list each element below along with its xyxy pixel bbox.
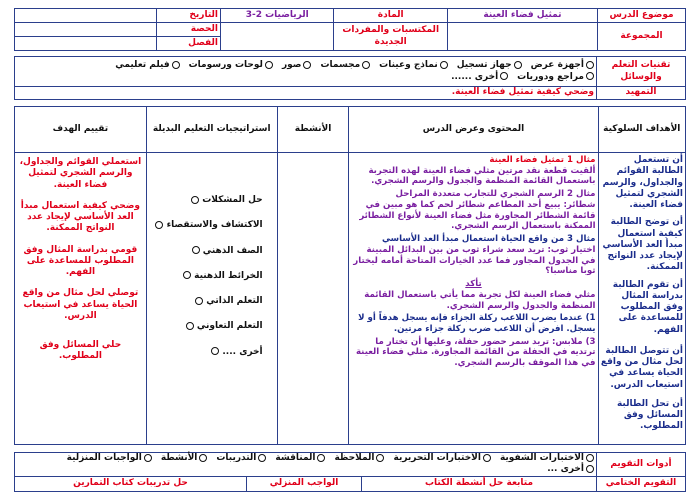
eval-option-6[interactable] (67, 453, 152, 464)
question-1: 1) عندما يضرب اللاعب ركلة الجزاء فإنه يسجل هدفاً أو لا يسجل. افرض أن اللاعب ضرب ركلة جزاء مرتين. (358, 313, 596, 335)
radio-icon[interactable] (586, 454, 594, 462)
strategy-option-6[interactable] (149, 347, 263, 358)
homework-value: حل تدريبات كتاب التمارين (15, 476, 247, 491)
strategy-label: التعلم التعاوني (196, 321, 263, 332)
radio-icon[interactable] (586, 61, 594, 69)
example-1-text: ألقيت قطعة نقد مرتين مثلي فضاء العينة لهذه التجربة باستعمال القائمة المنظمة والجدول والرسم الشجري. (368, 165, 596, 187)
strategy-option-3[interactable] (149, 271, 263, 282)
vocab-label: المكتسبات والمفردات الجديدة (334, 23, 448, 51)
col-assessment: تقييم الهدف (15, 107, 147, 153)
group-label: المجموعة (598, 23, 686, 51)
assessment-3: قومي بدراسة المثال وفق المطلوب للمساعدة على الفهم. (23, 244, 138, 277)
subject-label: المادة (334, 9, 448, 23)
resource-option-label: أجهزة عرض (530, 60, 584, 71)
followup-text: متابعة حل أنشطة الكتاب (362, 476, 597, 491)
resource-option-label: مجسمات (320, 60, 361, 71)
strategy-label: أخرى .... (222, 346, 263, 357)
resources-table (14, 56, 686, 100)
check-title: تأكد (465, 279, 482, 290)
col-activities: الأنشطة (277, 107, 349, 153)
radio-icon[interactable] (514, 61, 522, 69)
eval-option-2[interactable] (334, 453, 384, 464)
strategy-option-1[interactable] (149, 220, 263, 231)
radio-icon[interactable] (586, 465, 594, 473)
eval-option-label: الواجبات المنزلية (66, 453, 142, 463)
final-eval-label: التقويم الختامي (597, 476, 686, 491)
vocab-value (221, 23, 334, 51)
assessment-1: استعملي القوائم والجداول، والرسم الشجري لتمثيل فضاء العينة. (19, 157, 142, 190)
group-value (447, 23, 597, 51)
resource-option-2[interactable] (379, 60, 448, 71)
activities-cell (277, 153, 349, 445)
radio-icon[interactable] (440, 61, 448, 69)
resource-option-label: نماذج وعينات (379, 60, 438, 71)
objective-4: أن تتوصل الطالبة لحل مثال من واقع الحياة يساعد في استيعاب الدرس. (600, 345, 683, 390)
example-3-text: اختيار ثوب: تريد سعد شراء ثوب من بين البدائل المبينة في الجدول المجاور فما عدد الخيارات المتاحة أمامه ليختار ثوبا مناسبا؟ (353, 244, 596, 277)
class-label: الفصل (156, 37, 220, 51)
strategy-label: حل المشكلات (202, 195, 263, 205)
radio-icon[interactable] (258, 454, 266, 462)
eval-option-3[interactable] (275, 453, 325, 464)
eval-option-label: أخرى ... (547, 464, 584, 475)
content-cell (349, 153, 598, 445)
eval-option-4[interactable] (216, 453, 266, 464)
radio-icon[interactable] (155, 221, 163, 229)
objective-5: أن تحل الطالبة المسائل وفق المطلوب. (616, 398, 683, 432)
radio-icon[interactable] (191, 196, 199, 204)
homework-label: الواجب المنزلي (247, 476, 362, 491)
main-table (14, 106, 686, 445)
resource-option-6[interactable] (115, 60, 179, 71)
resource-option-4[interactable] (282, 60, 312, 71)
period-label: الحصة (156, 23, 220, 37)
radio-icon[interactable] (586, 72, 594, 80)
col-content: المحتوى وعرض الدرس (349, 107, 598, 153)
objective-3: أن تقوم الطالبة بدراسة المثال وفق المطلوب للمساعدة على الفهم. (612, 279, 683, 335)
radio-icon[interactable] (317, 454, 325, 462)
evaluation-tools-options (15, 453, 597, 477)
radio-icon[interactable] (500, 72, 508, 80)
assessment-cell (15, 153, 147, 445)
strategy-label: الصف الذهني (202, 245, 263, 256)
question-3: 3) ملابس: تريد سمر حضور حفلة، وعليها أن تختار ما ترتديه في الحفلة من القائمة المجاورة. مثلي فضاء العينة في هذا الموقف بالرسم الشجري. (355, 336, 596, 369)
objective-2: أن توضح الطالبة كيفية استعمال مبدأ العد الأساسي لإيجاد عدد النواتج الممكنة. (602, 217, 683, 273)
subject-value: الرياضيات 2-3 (221, 9, 334, 23)
resources-row-2 (17, 72, 594, 83)
radio-icon[interactable] (172, 61, 180, 69)
eval-option-7[interactable] (547, 464, 594, 475)
eval-option-label: الملاحظة (334, 453, 375, 463)
radio-icon[interactable] (483, 454, 491, 462)
evaluation-tools-label: أدوات التقويم (597, 453, 686, 477)
radio-icon[interactable] (192, 246, 200, 254)
eval-option-0[interactable] (500, 453, 594, 464)
objective-1: أن تستعمل الطالبة القوائم والجداول، والرسم الشجري لتمثيل فضاء العينة. (602, 155, 683, 210)
resource-option-label: جهاز تسجيل (456, 60, 512, 71)
resource-option-5[interactable] (189, 60, 273, 71)
radio-icon[interactable] (144, 454, 152, 462)
example-1-title: مثال 1 تمثيل فضاء العينة (489, 155, 596, 165)
strategy-label: الاكتشاف والاستقصاء (166, 220, 263, 231)
assessment-4: توصلي لحل مثال من واقع الحياة يساعد في استيعاب الدرس. (22, 288, 139, 321)
eval-option-label: التدريبات (216, 453, 257, 463)
resources-options (15, 57, 597, 87)
col-strategies: استراتيجيات التعليم البديلة (146, 107, 277, 153)
lesson-topic-label: موضوع الدرس (598, 9, 686, 23)
eval-option-5[interactable] (161, 453, 208, 464)
intro-text: وضحي كيفية تمثيل فضاء العينة. (15, 87, 597, 100)
radio-icon[interactable] (376, 454, 384, 462)
eval-option-label: الاختبارات الشفوية (499, 453, 584, 463)
strategy-option-2[interactable] (149, 246, 263, 257)
strategy-option-5[interactable] (149, 321, 263, 332)
resource-option-0[interactable] (531, 60, 594, 71)
assessment-2: وضحي كيفية استعمال مبدأ العد الأساسي لإيجاد عدد النواتج الممكنة. (20, 200, 141, 234)
col-objectives: الأهداف السلوكية (598, 107, 685, 153)
example-2-text: شطائر: يبيع أحد المطاعم شطائر لحم كما هو مبين في قائمة الشطائر المجاورة مثل فضاء العينة لأنواع الشطائر الممكنة باستعمال الرسم الشجري. (359, 199, 596, 232)
resource-option-label: لوحات ورسومات (188, 60, 263, 71)
example-2-title: مثال 2 الرسم الشجري للتجارب متعددة المراحل (395, 189, 596, 200)
resources-row-1 (17, 60, 594, 71)
eval-option-1[interactable] (393, 453, 490, 464)
strategy-label: الخرائط الذهنية (194, 270, 263, 281)
radio-icon[interactable] (303, 61, 311, 69)
strategies-cell (146, 153, 277, 445)
radio-icon[interactable] (186, 322, 194, 330)
eval-option-label: الاختبارات التحريرية (393, 453, 481, 463)
evaluation-table (14, 452, 686, 492)
resource-option-3[interactable] (320, 60, 370, 71)
eval-option-label: المناقشة (275, 453, 316, 463)
radio-icon[interactable] (211, 347, 219, 355)
resource-option-label: صور (281, 60, 302, 71)
resources-label: تقنيات التعلم والوسائل (597, 57, 686, 87)
lesson-topic-value: تمثيل فضاء العينة (447, 9, 597, 23)
date-label: التاريخ (156, 9, 220, 23)
resource-extra-option-label: مراجع ودوريات (517, 71, 584, 82)
resource-option-label: فيلم تعليمي (115, 60, 170, 71)
strategy-option-0[interactable] (149, 195, 263, 206)
strategies-list (149, 153, 275, 358)
radio-icon[interactable] (362, 61, 370, 69)
check-text: مثلي فضاء العينة لكل تجربة مما يأتي باستعمال القائمة المنظمة والجدول والرسم الشجري. (364, 289, 596, 311)
resource-extra-option-label: أخرى ...... (451, 71, 499, 82)
period-value (15, 23, 157, 37)
intro-label: التمهيد (597, 87, 686, 100)
objectives-cell (598, 153, 685, 445)
radio-icon[interactable] (199, 454, 207, 462)
example-3-title: مثال 3 من واقع الحياة استعمال مبدأ العد الأساسي (381, 234, 596, 245)
radio-icon[interactable] (265, 61, 273, 69)
eval-option-label: الأنشطة (160, 453, 198, 463)
resource-option-1[interactable] (457, 60, 522, 71)
resource-extra-option-0[interactable] (517, 72, 594, 83)
radio-icon[interactable] (195, 297, 203, 305)
date-value (15, 9, 157, 23)
radio-icon[interactable] (183, 271, 191, 279)
header-table (14, 8, 686, 51)
assessment-5: حلي المسائل وفق المطلوب. (39, 340, 122, 362)
strategy-option-4[interactable] (149, 296, 263, 307)
class-value (15, 37, 157, 51)
resource-extra-option-1[interactable] (451, 72, 508, 83)
strategy-label: التعلم الذاتي (206, 296, 263, 306)
